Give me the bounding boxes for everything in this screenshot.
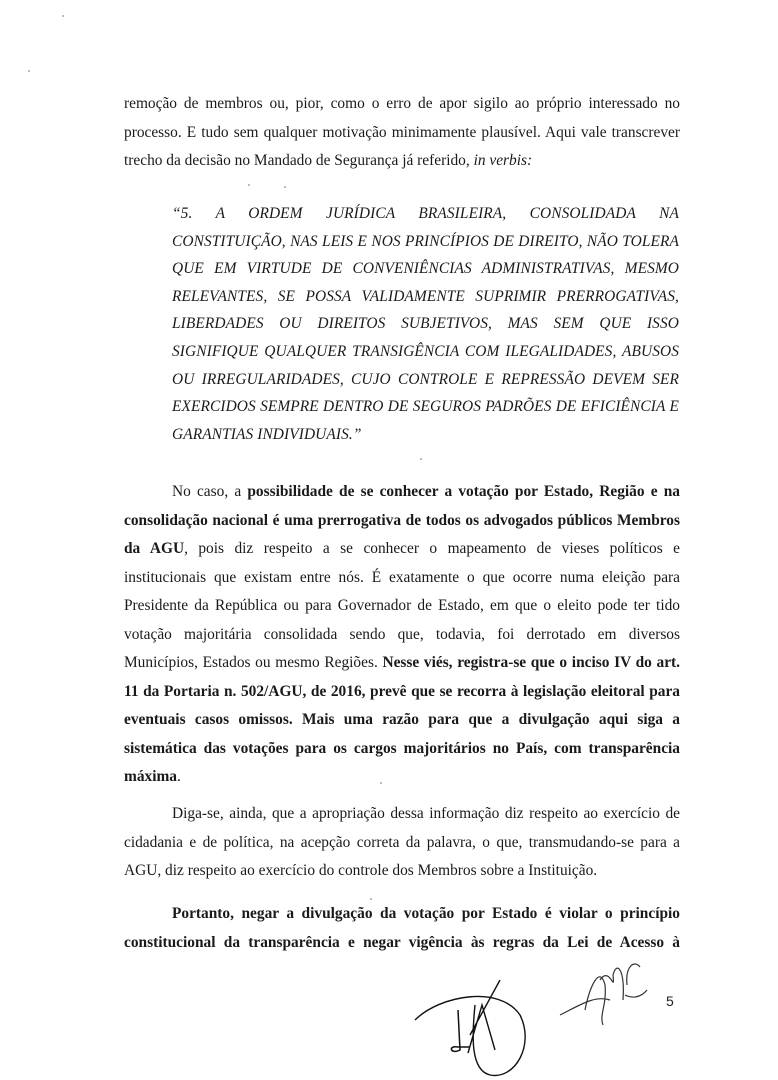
- scan-artifact: [370, 898, 372, 900]
- scan-artifact: [380, 782, 382, 784]
- paragraph-2-part-2: , pois diz respeito a se conhecer o mapeamento de vieses políticos e institucionais que existam entre nós. É exatamente o que ocorre numa eleição para Presidente da República ou para Governador de Estado, em que o eleito pode ter tido votação majoritária consolidada sendo que, todavia, foi derrotado em diversos Municípios, Estados ou mesmo Regiões.: [124, 540, 680, 671]
- paragraph-1: [124, 90, 680, 176]
- scan-artifact: [420, 458, 422, 460]
- paragraph-2-part-1: No caso, a: [172, 483, 248, 500]
- paragraph-1-italic: in verbis:: [473, 152, 533, 169]
- paragraph-2-part-3: .: [177, 768, 181, 785]
- scan-artifact: [62, 15, 64, 17]
- scan-artifact: [284, 186, 286, 188]
- paragraph-4-text: Portanto, negar a divulgação da votação por Estado é violar o princípio constitucional da transparência e negar vigência às regras da Lei de Acesso à: [124, 905, 680, 951]
- paragraph-4: [124, 900, 680, 957]
- paragraph-2-bold-1: possibilidade de se conhecer a votação por Estado, Região e na consolidação nacional é uma prerrogativa de todos os advogados públicos Membros da AGU: [124, 483, 680, 557]
- paragraph-2: [124, 478, 680, 792]
- signature-2: [555, 955, 650, 1030]
- scan-artifact: [248, 184, 250, 186]
- paragraph-3-text: Diga-se, ainda, que a apropriação dessa informação diz respeito ao exercício de cidadania e de política, na acepção correta da palavra, o que, transmudando-se para a AGU, diz respeito ao exercício do controle dos Membros sobre a Instituição.: [124, 805, 680, 879]
- signature-1: [410, 975, 540, 1080]
- quoted-decision: “5. A ORDEM JURÍDICA BRASILEIRA, CONSOLIDADA NA CONSTITUIÇÃO, NAS LEIS E NOS PRINCÍPIOS DE DIREITO, NÃO TOLERA QUE EM VIRTUDE DE CONVENIÊNCIAS ADMINISTRATIVAS, MESMO RELEVANTES, SE POSSA VALIDAMENTE SUPRIMIR PRERROGATIVAS, LIBERDADES OU DIREITOS SUBJETIVOS, MAS SEM QUE ISSO SIGNIFIQUE QUALQUER TRANSIGÊNCIA COM ILEGALIDADES, ABUSOS OU IRREGULARIDADES, CUJO CONTROLE E REPRESSÃO DEVEM SER EXERCIDOS SEMPRE DENTRO DE SEGUROS PADRÕES DE EFICIÊNCIA E GARANTIAS INDIVIDUAIS.”: [172, 205, 679, 443]
- scan-artifact: [28, 70, 30, 72]
- paragraph-3: [124, 800, 680, 886]
- paragraph-1-text: remoção de membros ou, pior, como o erro de apor sigilo ao próprio interessado no processo. E tudo sem qualquer motivação minimamente plausível. Aqui vale transcrever trecho da decisão no Mandado de Segurança já referido,: [124, 95, 680, 169]
- paragraph-2-bold-2: Nesse viés, registra-se que o inciso IV do art. 11 da Portaria n. 502/AGU, de 2016, prevê que se recorra à legislação eleitoral para eventuais casos omissos. Mais uma razão para que a divulgação aqui siga a sistemática das votações para os cargos majoritários no País, com transparência máxima: [124, 654, 680, 785]
- page-number: 5: [666, 993, 674, 1009]
